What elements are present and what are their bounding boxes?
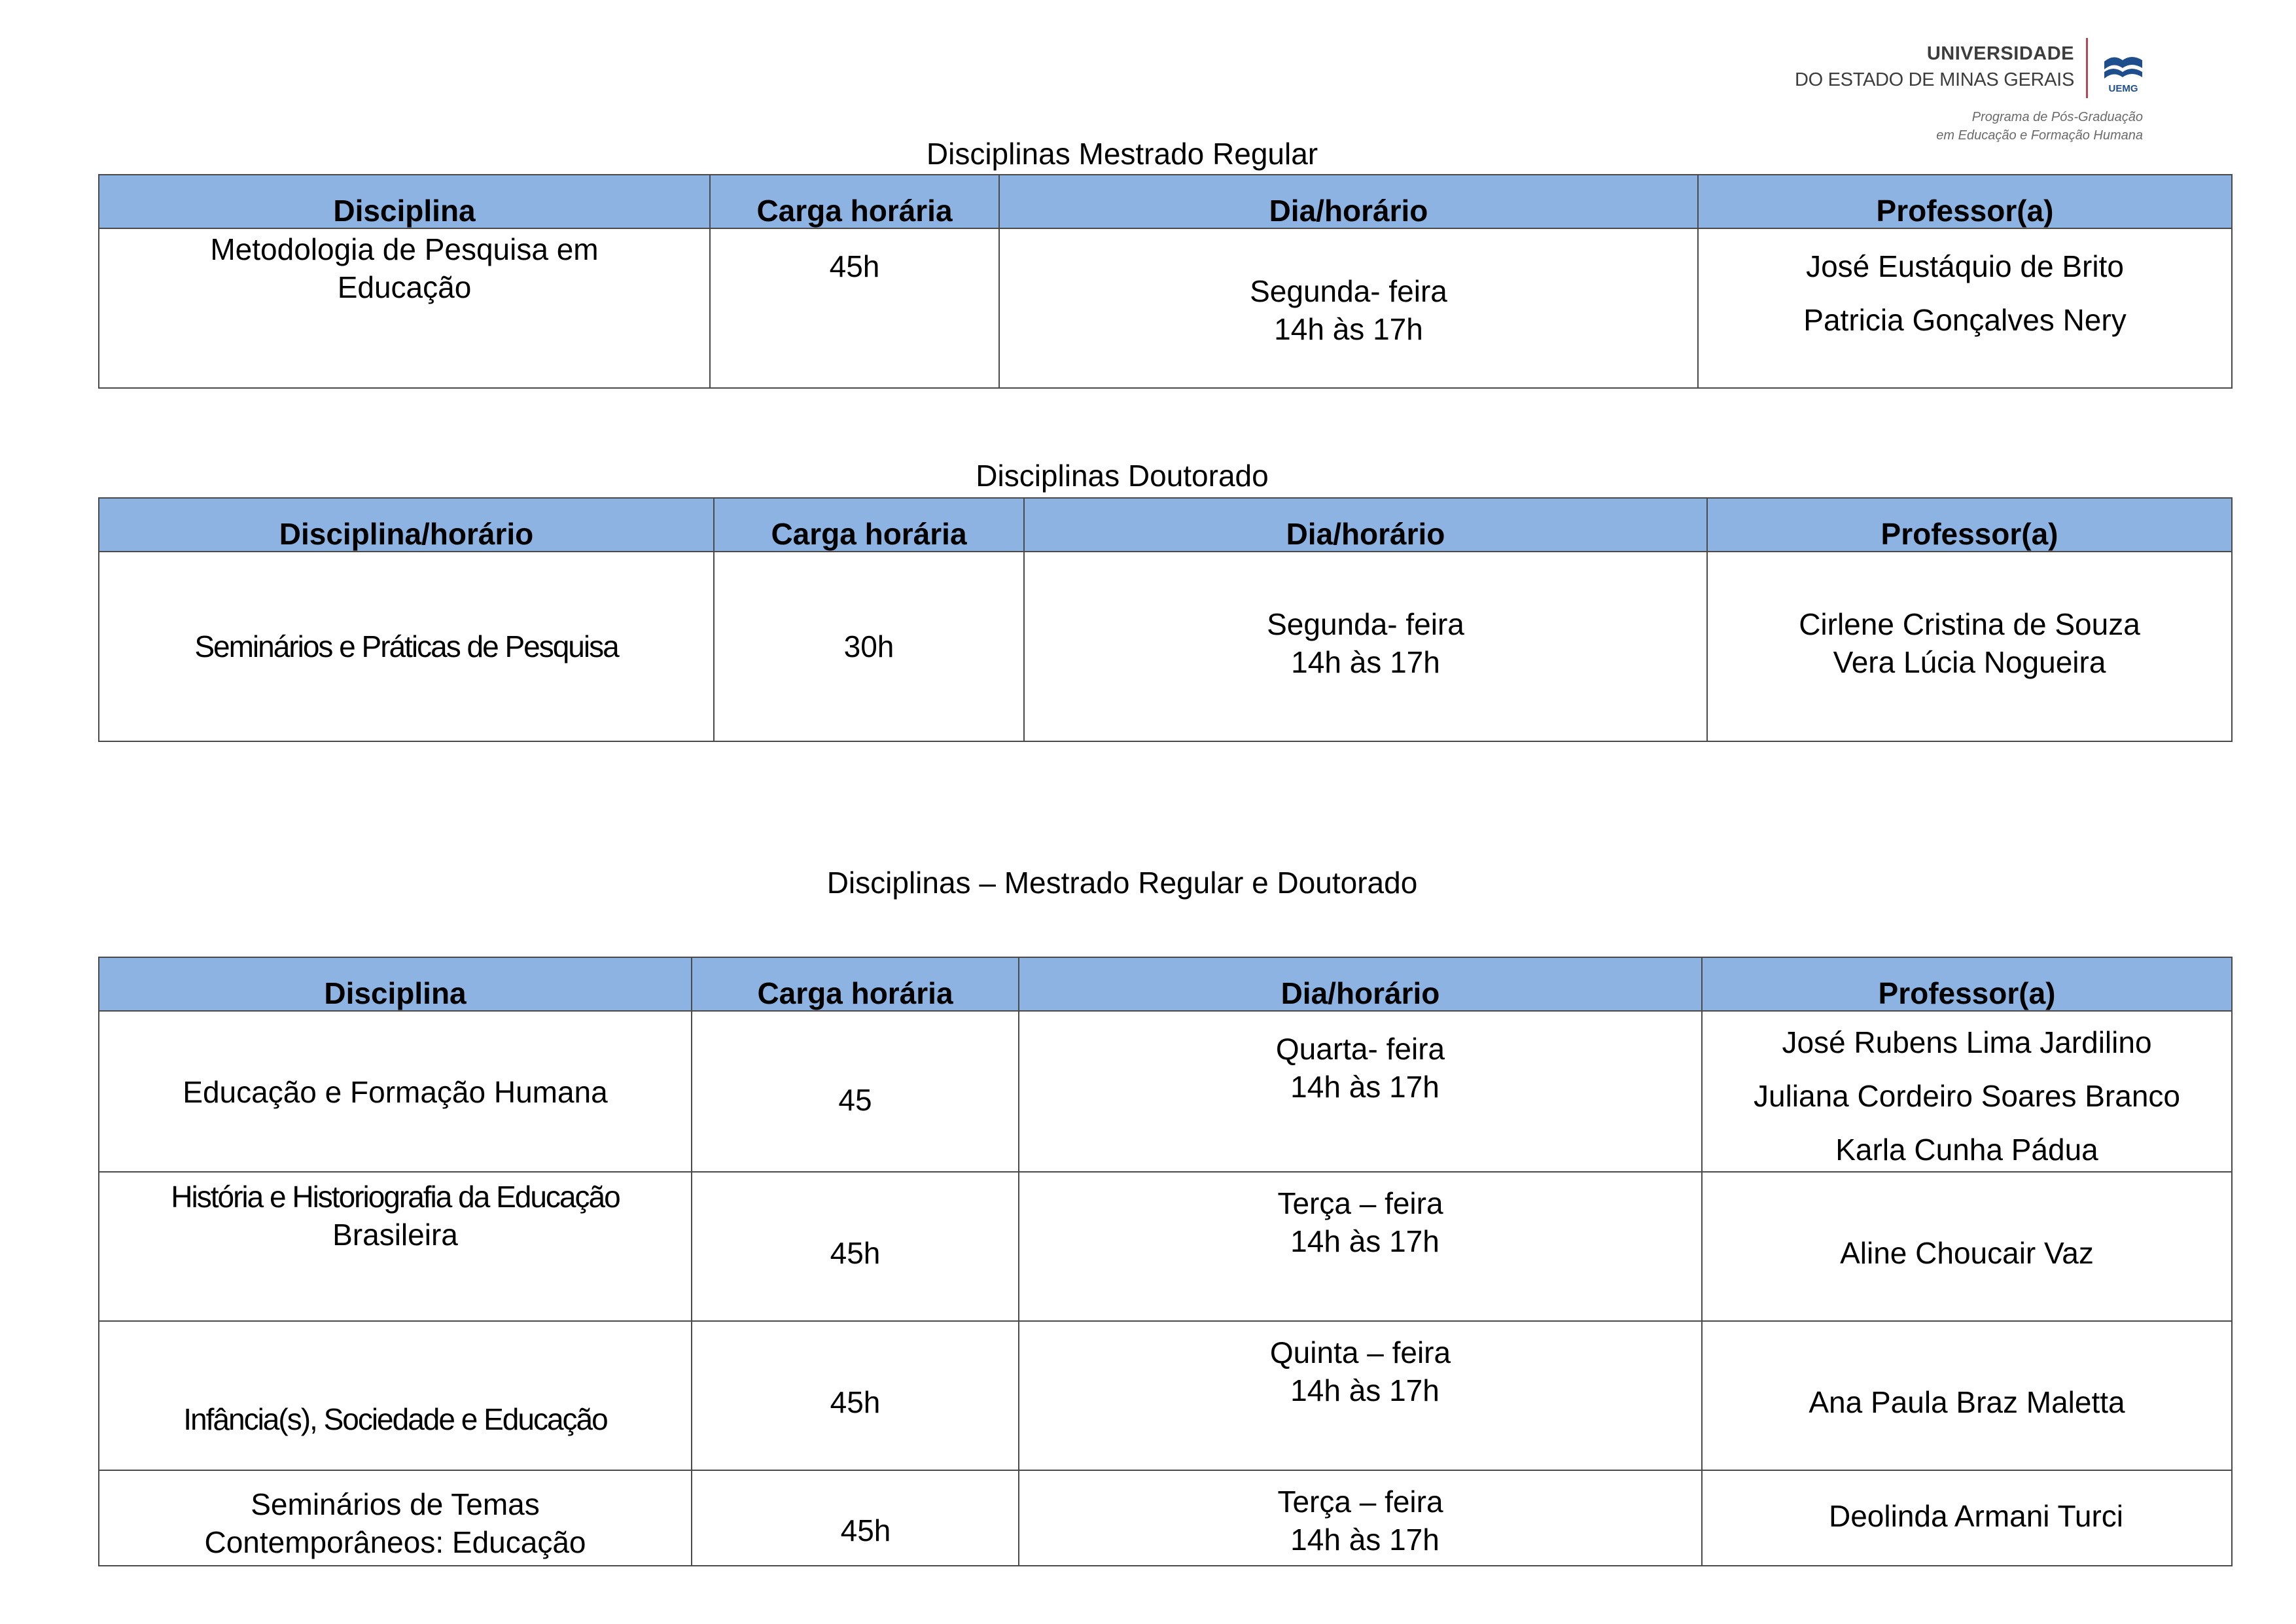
disciplina-line: Seminários de Temas	[251, 1487, 540, 1521]
mestrado-table	[98, 174, 2233, 389]
column-header-professor: Professor(a)	[1702, 957, 2232, 1011]
disciplina-cell	[99, 1470, 692, 1566]
dia-cell	[999, 228, 1698, 388]
disciplina-cell	[99, 228, 710, 388]
carga-cell	[710, 228, 999, 388]
table-header-row	[99, 498, 2232, 552]
logo-separator	[2086, 38, 2088, 98]
table-header-row	[99, 175, 2232, 228]
ambos-section-title: Disciplinas – Mestrado Regular e Doutorado	[826, 866, 1418, 900]
carga-cell	[692, 1011, 1019, 1172]
carga-value: 45h	[830, 1236, 881, 1270]
disciplina-line: Infância(s), Sociedade e Educação	[183, 1402, 607, 1436]
column-header-disciplina: Disciplina	[99, 957, 692, 1011]
professor-cell	[1702, 1470, 2232, 1566]
table-row	[99, 228, 2232, 388]
logo-mark-text: UEMG	[2108, 83, 2138, 94]
university-logo	[1780, 34, 2159, 152]
dia-cell	[1024, 552, 1707, 741]
dia-line: Terça – feira	[1277, 1186, 1443, 1220]
column-header-carga: Carga horária	[714, 498, 1024, 552]
disciplina-cell	[99, 1172, 692, 1321]
dia-cell	[1019, 1321, 1702, 1470]
disciplina-line: Seminários e Práticas de Pesquisa	[194, 629, 618, 663]
dia-line: 14h às 17h	[1290, 1523, 1439, 1557]
doutorado-section-title: Disciplinas Doutorado	[976, 459, 1269, 493]
table-row	[99, 1172, 2232, 1321]
dia-line: 14h às 17h	[1290, 1224, 1439, 1258]
logo-state-name: DO ESTADO DE MINAS GERAIS	[1794, 69, 2074, 90]
carga-cell	[714, 552, 1024, 741]
uemg-emblem-icon	[2100, 48, 2146, 94]
disciplina-cell	[99, 1011, 692, 1172]
professor-cell	[1698, 228, 2232, 388]
logo-program-line1: Programa de Pós-Graduação	[1971, 110, 2143, 124]
professor-name: Deolinda Armani Turci	[1829, 1499, 2123, 1533]
professor-name: Cirlene Cristina de Souza	[1799, 607, 2140, 641]
dia-line: Terça – feira	[1277, 1485, 1443, 1519]
carga-cell	[692, 1172, 1019, 1321]
table-row	[99, 1470, 2232, 1566]
professor-name: Juliana Cordeiro Soares Branco	[1753, 1079, 2181, 1113]
professor-name: Ana Paula Braz Maletta	[1809, 1385, 2125, 1419]
table-row	[99, 1321, 2232, 1470]
disciplina-line: História e Historiografia da Educação	[171, 1180, 620, 1214]
carga-value: 45	[838, 1083, 872, 1117]
column-header-disciplina: Disciplina	[99, 175, 710, 228]
column-header-disciplina-horario: Disciplina/horário	[99, 498, 714, 552]
column-header-carga: Carga horária	[692, 957, 1019, 1011]
ambos-table	[98, 957, 2233, 1566]
carga-cell	[692, 1470, 1019, 1566]
dia-cell	[1019, 1470, 1702, 1566]
logo-program-line2: em Educação e Formação Humana	[1936, 128, 2143, 143]
doutorado-table	[98, 497, 2233, 742]
table-header-row	[99, 957, 2232, 1011]
professor-cell	[1707, 552, 2232, 741]
dia-line: 14h às 17h	[1291, 645, 1440, 679]
disciplina-line: Brasileira	[332, 1218, 458, 1252]
dia-line: 14h às 17h	[1290, 1070, 1439, 1104]
disciplina-cell	[99, 552, 714, 741]
professor-cell	[1702, 1321, 2232, 1470]
disciplina-cell	[99, 1321, 692, 1470]
professor-cell	[1702, 1011, 2232, 1172]
dia-line: Segunda- feira	[1267, 607, 1464, 641]
carga-value: 45h	[830, 1385, 881, 1419]
column-header-dia: Dia/horário	[1024, 498, 1707, 552]
table-row	[99, 552, 2232, 741]
table-row	[99, 1011, 2232, 1172]
professor-name: Karla Cunha Pádua	[1835, 1133, 2098, 1167]
disciplina-line: Educação	[337, 270, 472, 304]
carga-value: 45h	[840, 1513, 891, 1547]
dia-line: 14h às 17h	[1274, 312, 1423, 346]
dia-cell	[1019, 1011, 1702, 1172]
column-header-carga: Carga horária	[710, 175, 999, 228]
dia-line: 14h às 17h	[1290, 1373, 1439, 1407]
carga-value: 30h	[843, 629, 894, 663]
mestrado-section-title: Disciplinas Mestrado Regular	[926, 137, 1318, 171]
disciplina-line: Contemporâneos: Educação	[204, 1525, 586, 1559]
disciplina-line: Metodologia de Pesquisa em	[210, 232, 599, 266]
dia-line: Quarta- feira	[1275, 1032, 1445, 1066]
professor-name: Aline Choucair Vaz	[1840, 1236, 2094, 1270]
logo-university-name: UNIVERSIDADE	[1926, 43, 2074, 64]
dia-line: Segunda- feira	[1250, 274, 1447, 308]
disciplina-line: Educação e Formação Humana	[183, 1075, 608, 1109]
carga-cell	[692, 1321, 1019, 1470]
carga-value: 45h	[829, 249, 880, 283]
column-header-dia: Dia/horário	[1019, 957, 1702, 1011]
professor-name: José Rubens Lima Jardilino	[1782, 1025, 2152, 1059]
professor-name: Patricia Gonçalves Nery	[1803, 303, 2127, 337]
column-header-dia: Dia/horário	[999, 175, 1698, 228]
column-header-professor: Professor(a)	[1707, 498, 2232, 552]
professor-name: José Eustáquio de Brito	[1806, 249, 2124, 283]
column-header-professor: Professor(a)	[1698, 175, 2232, 228]
professor-cell	[1702, 1172, 2232, 1321]
professor-name: Vera Lúcia Nogueira	[1833, 645, 2106, 679]
dia-cell	[1019, 1172, 1702, 1321]
dia-line: Quinta – feira	[1269, 1335, 1451, 1369]
